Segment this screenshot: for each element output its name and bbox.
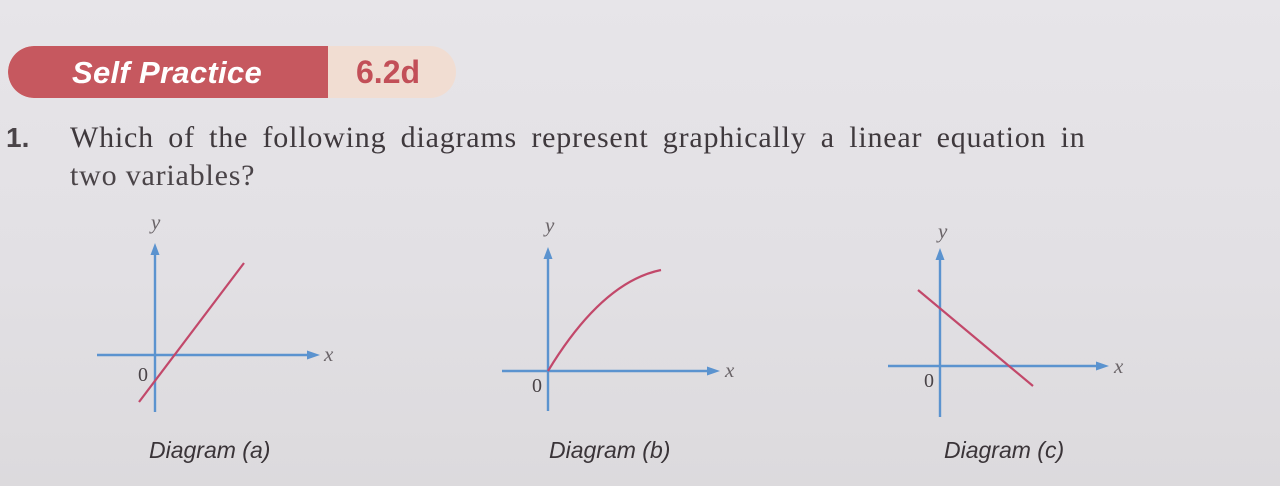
diagram-a-x-label: x: [324, 342, 334, 366]
diagram-b: [502, 213, 735, 411]
diagram-c-graph-line: [918, 290, 1033, 386]
diagram-b-y-label: y: [545, 213, 555, 237]
diagram-a: [97, 210, 334, 412]
diagram-c-caption: Diagram (c): [944, 437, 1065, 463]
banner-number: 6.2d: [356, 54, 421, 90]
diagram-c-y-arrow-icon: [936, 248, 945, 260]
diagram-b-origin-label: 0: [532, 375, 542, 397]
diagram-b-x-label: x: [725, 358, 735, 382]
diagram-c: [888, 219, 1124, 417]
diagram-b-y-arrow-icon: [544, 247, 553, 259]
diagram-b-caption: Diagram (b): [549, 437, 671, 463]
diagram-c-x-label: x: [1114, 354, 1124, 378]
banner-title: Self Practice: [72, 55, 263, 90]
diagram-c-origin-label: 0: [924, 370, 934, 392]
question-text-line-1: Which of the following diagrams represent graphically a linear equation in: [70, 121, 1086, 154]
diagram-b-graph-curve: [548, 270, 661, 371]
question-text-line-2: two variables?: [70, 159, 256, 192]
diagram-a-y-label: y: [151, 210, 161, 234]
question-number: 1.: [6, 122, 30, 153]
diagram-a-origin-label: 0: [138, 364, 148, 386]
diagram-b-x-arrow-icon: [707, 367, 720, 376]
diagram-a-caption: Diagram (a): [149, 437, 271, 463]
diagram-a-x-arrow-icon: [307, 351, 320, 360]
diagram-c-x-arrow-icon: [1096, 362, 1109, 371]
diagram-c-y-label: y: [938, 219, 948, 243]
diagram-a-y-arrow-icon: [151, 243, 160, 255]
